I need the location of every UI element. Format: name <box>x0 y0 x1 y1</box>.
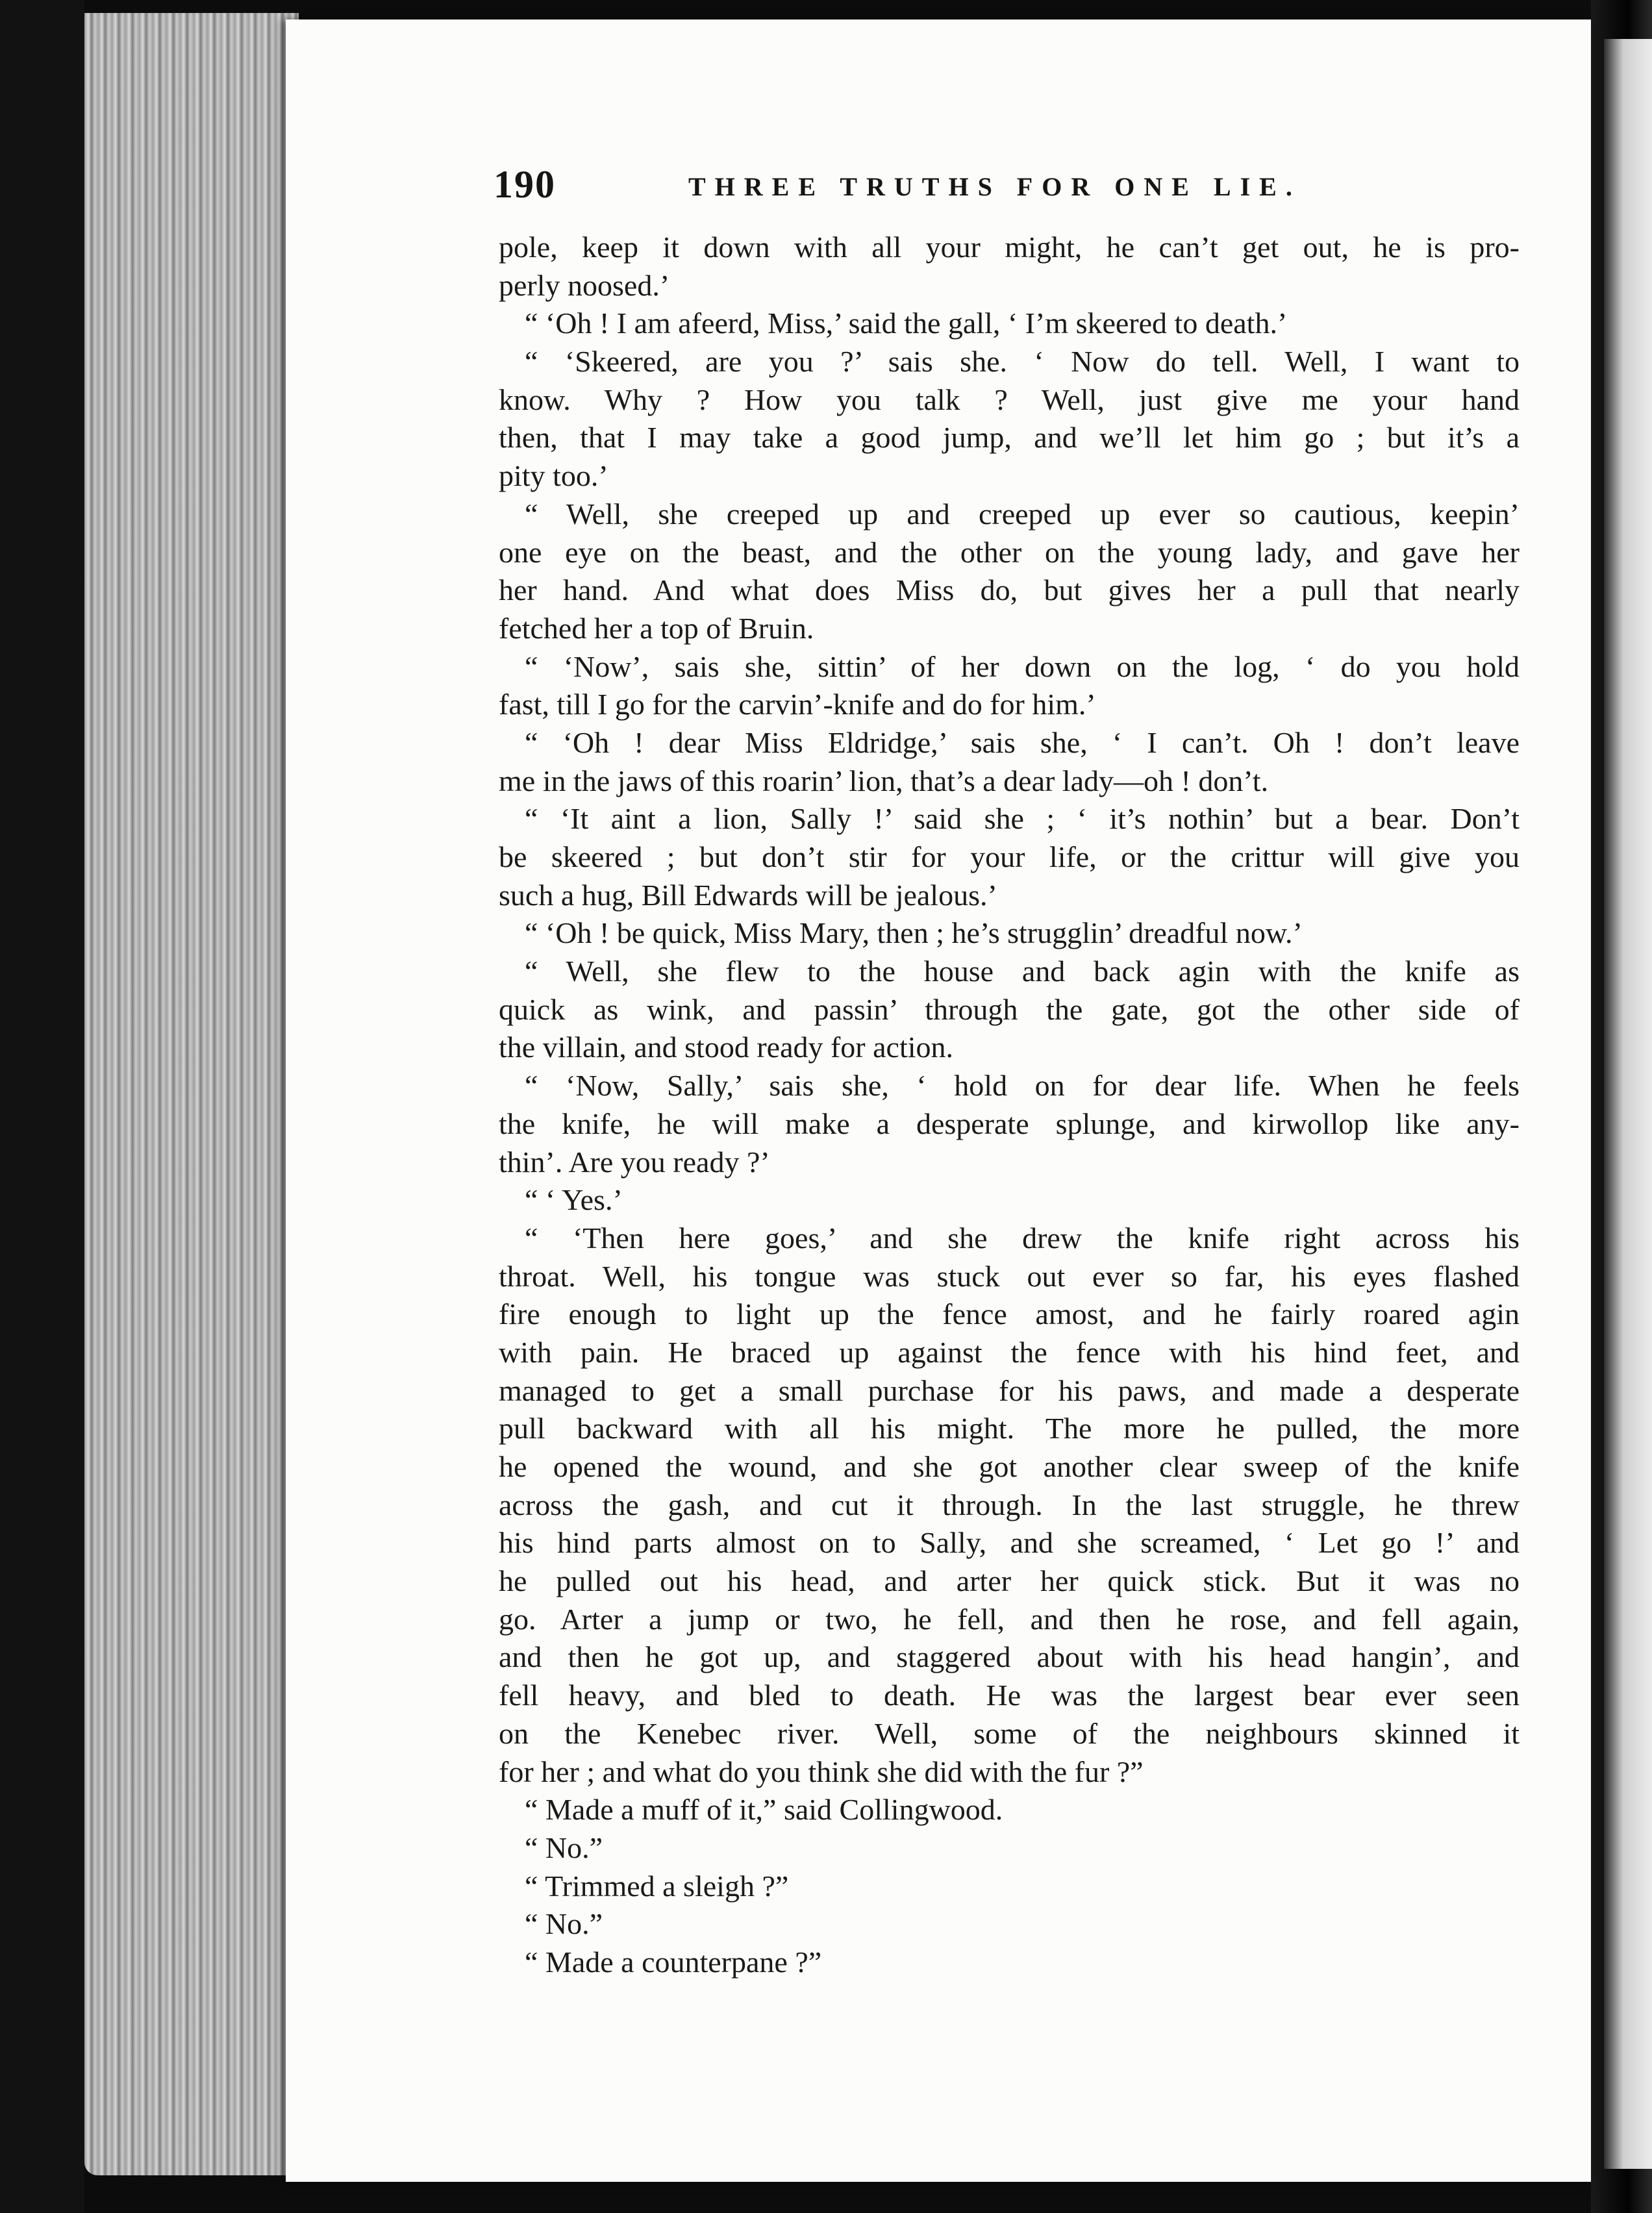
text-line: thin’. Are you ready ?’ <box>499 1145 770 1179</box>
text-line: fast, till I go for the carvin’-knife and do for him.’ <box>499 688 1096 721</box>
text-line: then, that I may take a good jump, and we’ll let him go ; but it’s a <box>499 421 1520 455</box>
text-line: pull backward with all his might. The more he pulled, the more <box>499 1412 1520 1445</box>
running-head: THREE TRUTHS FOR ONE LIE. <box>688 172 1301 201</box>
text-line: “ ‘Now’, sais she, sittin’ of her down on the log, ‘ do you hold <box>525 649 1520 683</box>
text-line: across the gash, and cut it through. In the last struggle, he threw <box>499 1488 1520 1521</box>
text-line: “ Well, she flew to the house and back agin with the knife as <box>525 955 1520 988</box>
text-line: “ ‘Now, Sally,’ sais she, ‘ hold on for dear life. When he feels <box>525 1069 1520 1103</box>
text-line: fell heavy, and bled to death. He was the largest bear ever seen <box>499 1679 1520 1712</box>
text-line: he pulled out his head, and arter her quick stick. But it was no <box>499 1564 1520 1598</box>
text-line: with pain. He braced up against the fence with his hind feet, and <box>499 1335 1520 1369</box>
text-line: fetched her a top of Bruin. <box>499 611 814 645</box>
text-line: the knife, he will make a desperate splunge, and kirwollop like any- <box>499 1106 1520 1140</box>
scan-background-left <box>0 0 84 2213</box>
text-line: “ No.” <box>525 1831 603 1864</box>
text-line: “ ‘ Yes.’ <box>525 1183 623 1217</box>
page-number: 190 <box>494 163 556 206</box>
page-edges-stack <box>84 13 299 2175</box>
page-header <box>494 162 1520 214</box>
text-line: such a hug, Bill Edwards will be jealous.’ <box>499 878 997 912</box>
text-line: “ Well, she creeped up and creeped up ever so cautious, keepin’ <box>525 497 1520 531</box>
text-line: perly noosed.’ <box>499 268 670 302</box>
text-line: “ ‘Oh ! be quick, Miss Mary, then ; he’s strugglin’ dreadful now.’ <box>525 916 1303 950</box>
text-line: “ ‘Oh ! dear Miss Eldridge,’ sais she, ‘ I can’t. Oh ! don’t leave <box>525 725 1520 759</box>
text-line: his hind parts almost on to Sally, and she screamed, ‘ Let go !’ and <box>499 1526 1520 1560</box>
text-line: be skeered ; but don’t stir for your life, or the crittur will give you <box>499 840 1520 873</box>
text-line: “ No.” <box>525 1907 603 1941</box>
text-line: “ Made a muff of it,” said Collingwood. <box>525 1793 1003 1827</box>
text-line: and then he got up, and staggered about with his head hangin’, and <box>499 1640 1520 1674</box>
text-line: “ ‘Then here goes,’ and she drew the knife right across his <box>525 1221 1520 1255</box>
text-line: managed to get a small purchase for his paws, and made a desperate <box>499 1373 1520 1407</box>
body-text <box>499 229 1520 1982</box>
text-line: throat. Well, his tongue was stuck out ever so far, his eyes flashed <box>499 1259 1520 1293</box>
text-line: her hand. And what does Miss do, but gives her a pull that nearly <box>499 573 1520 607</box>
text-line: pole, keep it down with all your might, he can’t get out, he is pro- <box>499 231 1520 264</box>
text-line: “ ‘Oh ! I am afeerd, Miss,’ said the gall, ‘ I’m skeered to death.’ <box>525 306 1288 340</box>
text-line: go. Arter a jump or two, he fell, and then he rose, and fell again, <box>499 1602 1520 1636</box>
text-line: “ Trimmed a sleigh ?” <box>525 1869 789 1903</box>
text-line: quick as wink, and passin’ through the gate, got the other side of <box>499 992 1520 1026</box>
text-line: “ ‘Skeered, are you ?’ sais she. ‘ Now do tell. Well, I want to <box>525 345 1520 379</box>
text-line: he opened the wound, and she got another clear sweep of the knife <box>499 1450 1520 1483</box>
text-line: know. Why ? How you talk ? Well, just give me your hand <box>499 382 1520 416</box>
text-line: “ ‘It aint a lion, Sally !’ said she ; ‘ it’s nothin’ but a bear. Don’t <box>525 802 1520 836</box>
text-line: fire enough to light up the fence amost, and he fairly roared agin <box>499 1297 1520 1331</box>
text-line: on the Kenebec river. Well, some of the neighbours skinned it <box>499 1716 1520 1750</box>
text-line: “ Made a counterpane ?” <box>525 1945 822 1979</box>
text-line: pity too.’ <box>499 459 608 493</box>
text-line: one eye on the beast, and the other on the young lady, and gave her <box>499 535 1520 569</box>
text-line: the villain, and stood ready for action. <box>499 1031 954 1064</box>
text-line: me in the jaws of this roarin’ lion, that’s a dear lady—oh ! don’t. <box>499 764 1269 797</box>
facing-page-edge <box>1604 39 1652 2169</box>
text-line: for her ; and what do you think she did with the fur ?” <box>499 1755 1144 1788</box>
